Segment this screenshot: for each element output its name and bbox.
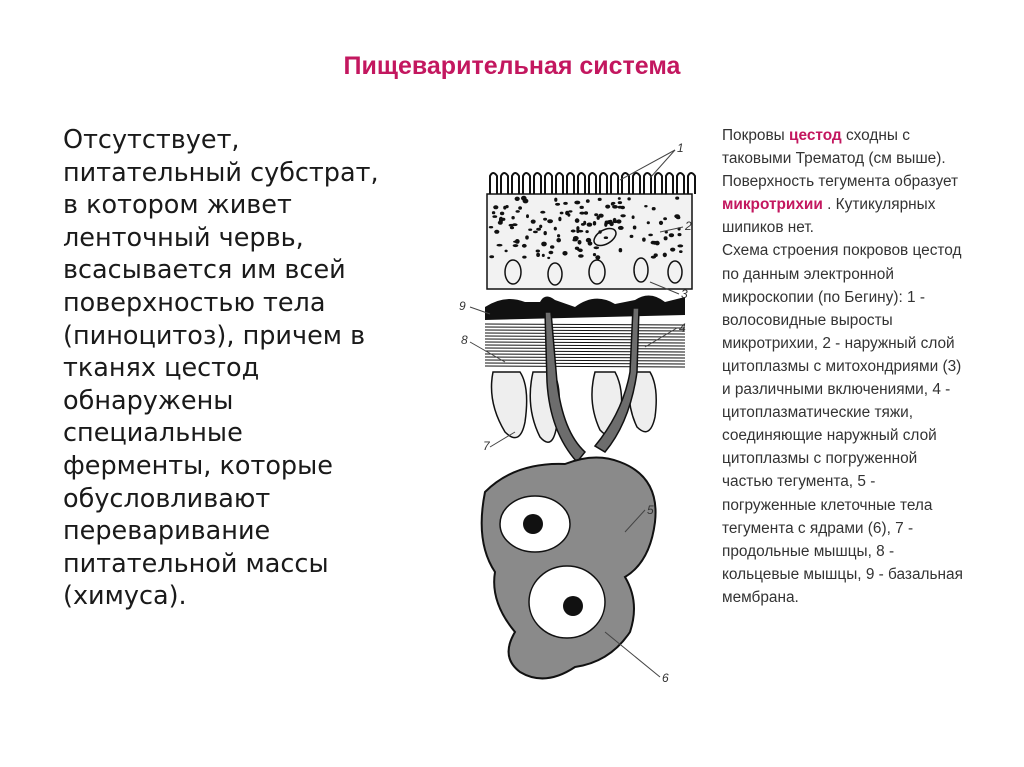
caption-line (722, 540, 1012, 563)
mitochondrion (533, 231, 538, 234)
mitochondrion (618, 226, 624, 230)
main-text-line: питательной массы (63, 548, 329, 579)
mitochondrion (562, 251, 567, 256)
mitochondrion (630, 235, 634, 238)
muscle-fiber (485, 354, 685, 355)
main-text-line: (пиноцитоз), причем в (63, 320, 366, 351)
microtrich (655, 173, 662, 194)
caption-text: тегумента с ядрами (6), 7 - (722, 519, 914, 537)
mitochondrion (574, 201, 580, 205)
mitochondrion (492, 211, 495, 214)
mitochondrion (604, 222, 607, 227)
caption-text: цитоплазмы с погруженной (722, 450, 918, 468)
caption-text: Схема строения покровов цестод (722, 242, 962, 260)
mitochondrion (593, 253, 596, 256)
mitochondrion (515, 197, 520, 201)
mitochondrion (578, 240, 582, 245)
caption-line (722, 424, 1012, 447)
microtrich (567, 173, 574, 194)
mitochondrion (618, 206, 623, 209)
mitochondrion (544, 231, 547, 235)
mitochondrion (525, 235, 529, 239)
mitochondrion (522, 244, 527, 248)
caption-text: частью тегумента, 5 - (722, 473, 876, 491)
microtrich (501, 173, 508, 194)
mitochondrion (579, 212, 584, 215)
caption-highlight: микротрихии (722, 196, 823, 214)
nucleus-lower (563, 596, 583, 616)
mitochondrion (521, 196, 527, 201)
caption-line (722, 170, 1012, 193)
microtrich (512, 173, 519, 194)
mitochondrion (547, 257, 550, 259)
caption-text: цитоплазматические тяжи, (722, 404, 914, 422)
nucleus-upper (523, 514, 543, 534)
caption-line (722, 309, 1012, 332)
muscle-fiber (485, 327, 685, 328)
caption-line (722, 124, 1012, 147)
caption-text: Поверхность тегумента образует (722, 173, 959, 191)
mitochondrion (585, 230, 588, 233)
mitochondrion (619, 248, 623, 252)
mitochondrion (494, 230, 499, 234)
microtrich (633, 173, 640, 194)
mitochondrion (604, 236, 608, 239)
mitochondrion (503, 206, 506, 210)
caption-text: шипиков нет. (722, 219, 814, 237)
label-9: 9 (459, 299, 466, 313)
caption-line (722, 517, 1012, 540)
mitochondrion (652, 207, 656, 210)
caption-line (722, 447, 1012, 470)
mitochondrion (500, 212, 504, 216)
muscle-fiber (485, 363, 685, 364)
mitochondrion (669, 233, 674, 237)
mitochondrion (563, 202, 568, 205)
mitochondrion (536, 228, 541, 231)
mitochondrion (594, 246, 600, 249)
mitochondrion (554, 227, 557, 231)
mitochondrion (539, 225, 542, 229)
mitochondrion (540, 211, 545, 214)
caption-line (722, 332, 1012, 355)
label-3: 3 (681, 287, 688, 301)
mitochondrion (664, 236, 668, 240)
mitochondrion (554, 198, 557, 202)
microtrich (545, 173, 552, 194)
caption-text: кольцевые мышцы, 9 - базальная (722, 565, 963, 583)
caption-line (722, 263, 1012, 286)
label-2: 2 (685, 219, 692, 233)
mitochondrion (513, 244, 519, 247)
mitochondrion (678, 233, 682, 236)
mitochondrion (547, 219, 553, 223)
main-text-line: всасывается им всей (63, 255, 346, 286)
caption-text: погруженные клеточные тела (722, 496, 933, 514)
main-text-line: поверхностью тела (63, 287, 326, 318)
label-1: 1 (677, 141, 684, 155)
mitochondrion (577, 249, 581, 252)
caption-text: по данным электронной (722, 265, 894, 283)
mitochondrion (595, 255, 600, 259)
caption-text: цитоплазмы с митохондриями (3) (722, 357, 962, 375)
mitochondrion (612, 221, 618, 224)
mitochondrion (543, 218, 547, 221)
caption-line (722, 193, 1012, 216)
mitochondrion (528, 229, 532, 231)
muscle-fiber (485, 348, 685, 349)
caption-line (722, 494, 1012, 517)
basal-membrane (485, 295, 685, 320)
muscle-fiber (485, 366, 685, 367)
caption-text: микроскопии (по Бегину): 1 - (722, 288, 925, 306)
circular-muscles (485, 324, 685, 367)
mitochondrion (572, 239, 577, 242)
microtrich (611, 173, 618, 194)
microtrich (534, 173, 541, 194)
caption-text: соединяющие наружный слой (722, 427, 937, 445)
label-5: 5 (647, 503, 654, 517)
mitochondrion (531, 220, 536, 224)
main-text-line: тканях цестод (63, 353, 260, 384)
mitochondrion (652, 241, 657, 245)
mitochondrion (557, 234, 560, 237)
muscle-fiber (485, 333, 685, 334)
mitochondrion (515, 239, 520, 244)
mitochondrion (593, 221, 596, 226)
mitochondrion (511, 216, 514, 219)
mitochondrion (550, 245, 554, 249)
microtrich (523, 173, 530, 194)
figure-caption (722, 124, 1012, 609)
caption-line (722, 147, 1012, 170)
mitochondrion (663, 253, 667, 258)
mitochondrion (526, 214, 529, 218)
muscle-fiber (485, 357, 685, 358)
mitochondrion (497, 244, 503, 247)
mitochondrion (555, 203, 560, 206)
caption-line (722, 563, 1012, 586)
main-text-line: ферменты, которые (63, 450, 333, 481)
mitochondrion (541, 242, 547, 247)
microtrich (556, 173, 563, 194)
muscle-fiber (485, 339, 685, 340)
caption-text: таковыми Трематод (см выше). (722, 150, 946, 168)
mitochondrion (618, 197, 621, 200)
mitochondrion (674, 214, 680, 218)
muscle-fiber (485, 324, 685, 325)
mitochondrion (492, 215, 497, 218)
mitochondrion (654, 253, 658, 257)
mitochondrion (581, 223, 585, 226)
caption-text: . Кутикулярных (822, 196, 936, 214)
mitochondrion (509, 224, 514, 227)
mitochondrion (632, 215, 635, 219)
mitochondrion (612, 205, 618, 209)
caption-text: микротрихии, 2 - наружный слой (722, 334, 955, 352)
mitochondrion (558, 217, 561, 222)
mitochondrion (679, 250, 683, 253)
mitochondrion (620, 214, 625, 217)
microtriches (490, 173, 695, 194)
muscle-fiber (485, 330, 685, 331)
label-4: 4 (679, 321, 686, 335)
mitochondrion (516, 210, 520, 213)
mitochondrion (536, 250, 540, 253)
microtrich (677, 173, 684, 194)
mitochondrion (659, 221, 663, 225)
mitochondrion (489, 226, 493, 228)
mitochondrion (642, 238, 646, 242)
caption-line (722, 586, 1012, 609)
muscle-fiber (485, 336, 685, 337)
main-text-line: обусловливают (63, 483, 271, 514)
label-7: 7 (483, 439, 490, 453)
caption-text: волосовидные выросты (722, 311, 893, 329)
mitochondrion (510, 226, 514, 229)
caption-highlight: цестод (789, 127, 842, 144)
microtrich (666, 173, 673, 194)
mitochondrion (598, 198, 602, 201)
mitochondrion (499, 217, 503, 222)
microtrich (644, 173, 651, 194)
mitochondrion (648, 234, 653, 237)
microtrich (688, 173, 695, 194)
mitochondrion (578, 254, 584, 257)
main-text-line: Отсутствует, (63, 125, 240, 155)
mitochondrion (489, 255, 494, 258)
main-text-line: питательный субстрат, (63, 157, 379, 188)
muscle-fiber (485, 342, 685, 343)
mitochondrion (618, 201, 622, 204)
slide-title: Пищеварительная система (343, 52, 681, 80)
mitochondrion (571, 230, 576, 233)
mitochondrion (580, 206, 584, 209)
mitochondrion (598, 214, 603, 218)
microtrich (600, 173, 607, 194)
muscle-fiber (485, 351, 685, 352)
mitochondrion (518, 206, 522, 210)
caption-text: сходны с (841, 127, 910, 144)
caption-line (722, 355, 1012, 378)
label-6: 6 (662, 671, 669, 685)
microtrich (589, 173, 596, 194)
caption-line (722, 401, 1012, 424)
mitochondrion (633, 226, 637, 230)
caption-line (722, 216, 1012, 239)
mitochondrion (587, 223, 593, 227)
mitochondrion (556, 238, 561, 242)
mitochondrion (644, 205, 647, 207)
mitochondrion (605, 205, 610, 209)
mitochondrion (565, 211, 569, 216)
mitochondrion (675, 197, 679, 200)
main-text-line: (химуса). (63, 581, 187, 612)
main-text (63, 124, 433, 613)
mitochondrion (522, 256, 526, 259)
mitochondrion (594, 213, 598, 216)
label-8: 8 (461, 333, 468, 347)
mitochondrion (549, 251, 554, 254)
microtrich (490, 173, 497, 194)
caption-text: продольные мышцы, 8 - (722, 542, 895, 560)
mitochondrion (586, 199, 590, 203)
main-text-line: обнаружены (63, 385, 234, 416)
main-text-line: ленточный червь, (63, 222, 304, 253)
caption-line (722, 378, 1012, 401)
mitochondrion (663, 217, 667, 220)
mitochondrion (536, 253, 540, 257)
muscle-fiber (485, 360, 685, 361)
mitochondrion (670, 248, 675, 252)
mitochondrion (542, 254, 545, 257)
mitochondrion (576, 229, 579, 233)
mitochondrion (611, 202, 614, 205)
caption-text: мембрана. (722, 588, 799, 606)
caption-text: и различными включениями, 4 - (722, 381, 951, 399)
caption-text: Покровы (722, 127, 789, 144)
main-text-line: переваривание (63, 516, 271, 547)
microtrich (578, 173, 585, 194)
main-text-line: в котором живет (63, 190, 292, 221)
caption-line (722, 470, 1012, 493)
muscle-fiber (485, 345, 685, 346)
mitochondrion (505, 250, 508, 253)
mitochondrion (677, 244, 683, 247)
mitochondrion (588, 241, 593, 245)
mitochondrion (560, 212, 564, 215)
mitochondrion (647, 221, 650, 224)
mitochondrion (627, 197, 630, 200)
mitochondrion (575, 218, 580, 223)
mitochondrion (493, 205, 498, 209)
caption-line (722, 239, 1012, 262)
main-text-line: специальные (63, 418, 243, 449)
caption-line (722, 286, 1012, 309)
tegument-diagram (445, 132, 703, 712)
